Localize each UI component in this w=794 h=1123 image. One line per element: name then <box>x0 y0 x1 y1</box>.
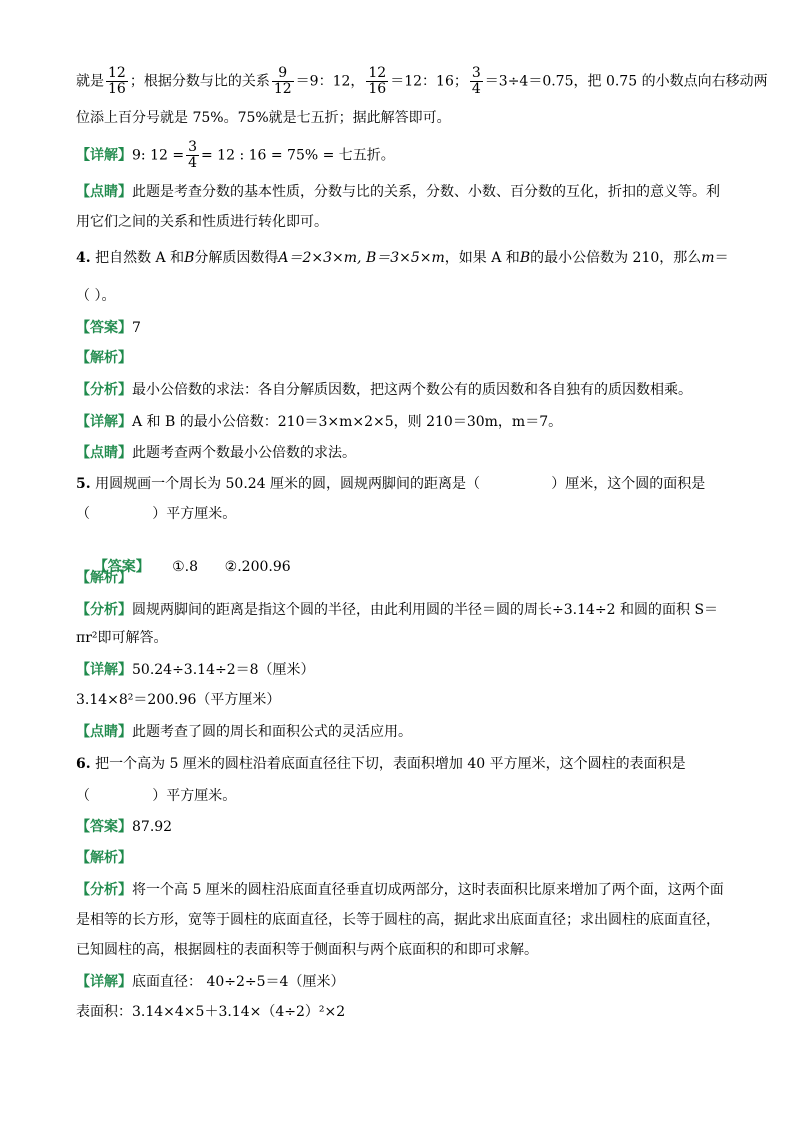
text: 将一个高 5 厘米的圆柱沿底面直径垂直切成两部分，这时表面积比原来增加了两个面，这两个面 <box>132 882 724 898</box>
analysis-line <box>76 568 734 588</box>
text-line: 位添上百分号就是 75%。75%就是七五折；据此解答即可。 <box>76 110 451 126</box>
formula: A＝2×3×m, B＝3×5×m <box>278 250 445 266</box>
fenxi-line <box>76 600 734 620</box>
analysis-tag: 【解析】 <box>76 850 132 866</box>
question-blank-line: （ ）平方厘米。 <box>76 788 237 804</box>
question-blank-line: （ ）。 <box>76 288 116 304</box>
numerator: 9 <box>272 66 294 82</box>
text: A 和 B 的最小公倍数：210＝3×m×2×5，则 210＝30m，m＝7。 <box>132 414 563 430</box>
answer-tag: 【答案】 <box>76 320 132 336</box>
detail-line <box>76 140 734 171</box>
text: 把一个高为 5 厘米的圆柱沿着底面直径往下切，表面积增加 40 平方厘米，这个圆柱的表面积是 <box>95 756 686 772</box>
detail-tag: 【详解】 <box>76 662 132 678</box>
denominator: 4 <box>188 155 197 171</box>
analysis-tag: 【解析】 <box>76 570 132 586</box>
fenxi-line <box>76 880 734 900</box>
point-line <box>76 443 734 463</box>
text: ＝12：16； <box>390 73 468 90</box>
denominator: 16 <box>108 81 126 97</box>
text: 50.24÷3.14÷2＝8（厘米） <box>132 662 315 678</box>
answer-value: 87.92 <box>132 819 173 835</box>
text: 最小公倍数的求法：各自分解质因数，把这两个数公有的质因数和各自独有的质因数相乘。 <box>132 382 692 398</box>
point-tag: 【点睛】 <box>76 445 132 461</box>
text-line: 用它们之间的关系和性质进行转化即可。 <box>76 214 328 230</box>
answer-line <box>76 817 734 837</box>
numerator: 12 <box>368 65 387 81</box>
text: ；根据分数与比的关系 <box>129 73 270 90</box>
numerator: 3 <box>471 65 481 81</box>
analysis-tag: 【解析】 <box>76 350 132 366</box>
text-line: πr²即可解答。 <box>76 630 168 646</box>
text-line: 已知圆柱的高，根据圆柱的表面积等于侧面积与两个底面积的和即可求解。 <box>76 942 538 958</box>
answer-value: 7 <box>132 320 141 336</box>
fraction <box>272 66 294 97</box>
point-line <box>76 722 734 742</box>
detail-line <box>76 660 734 680</box>
text-line: 3.14×8²＝200.96（平方厘米） <box>76 692 281 708</box>
text: ＝3÷4＝0.75，把 0.75 的小数点向右移动两 <box>484 73 768 90</box>
answer-line <box>76 318 734 338</box>
detail-tag: 【详解】 <box>76 414 132 430</box>
fraction <box>470 66 483 97</box>
text: 9: 12 = <box>132 147 185 164</box>
text: ＝9：12， <box>295 73 365 90</box>
denominator: 12 <box>273 81 292 97</box>
point-tag: 【点睛】 <box>76 184 132 200</box>
variable: B <box>519 250 531 266</box>
answer-tag: 【答案】 <box>93 559 150 575</box>
detail-line <box>76 972 734 992</box>
text-line: 是相等的长方形，宽等于圆柱的底面直径，长等于圆柱的高，据此求出底面直径；求出圆柱的底面直径， <box>76 912 720 928</box>
analysis-line <box>76 348 734 368</box>
text: 的最小公倍数为 210，那么 <box>530 250 702 266</box>
question-5 <box>76 474 734 494</box>
text: 此题考查两个数最小公倍数的求法。 <box>132 445 356 461</box>
detail-tag: 【详解】 <box>76 974 132 990</box>
answer-value: ①.8 ②.200.96 <box>149 559 291 575</box>
fenxi-tag: 【分析】 <box>76 882 132 898</box>
answer-tag: 【答案】 <box>76 819 132 835</box>
fraction <box>366 66 388 97</box>
point-tag: 【点睛】 <box>76 724 132 740</box>
variable: m <box>701 250 715 266</box>
text-line <box>76 65 768 97</box>
detail-tag: 【详解】 <box>76 147 132 164</box>
numerator: 12 <box>108 65 126 81</box>
text: 此题考查了圆的周长和面积公式的灵活应用。 <box>132 724 412 740</box>
analysis-line <box>76 848 734 868</box>
fenxi-tag: 【分析】 <box>76 602 132 618</box>
text: ，如果 A 和 <box>444 250 520 266</box>
text: 此题是考查分数的基本性质，分数与比的关系，分数、小数、百分数的互化，折扣的意义等。利 <box>132 184 720 200</box>
point-line <box>76 182 734 202</box>
answer-line <box>76 537 734 597</box>
text: 底面直径： 40÷2÷5＝4（厘米） <box>132 974 345 990</box>
numerator: 3 <box>188 139 197 155</box>
variable: B <box>184 250 195 266</box>
question-number: 6. <box>76 756 91 772</box>
text: 分解质因数得 <box>194 250 279 266</box>
denominator: 16 <box>368 81 387 97</box>
fraction <box>106 66 128 97</box>
question-number: 5. <box>76 476 91 492</box>
text-line: 表面积：3.14×4×5＋3.14×（4÷2）²×2 <box>76 1004 346 1020</box>
question-4 <box>76 248 734 268</box>
fenxi-tag: 【分析】 <box>76 382 132 398</box>
question-6 <box>76 754 734 774</box>
text: ＝ <box>714 250 729 266</box>
denominator: 4 <box>471 81 481 97</box>
fraction <box>186 140 199 171</box>
text: 把自然数 A 和 <box>95 250 185 266</box>
text: = 12 : 16 = 75% = 七五折。 <box>201 147 395 164</box>
question-blank-line: （ ）平方厘米。 <box>76 506 237 522</box>
text: 圆规两脚间的距离是指这个圆的半径，由此利用圆的半径＝圆的周长÷3.14÷2 和圆的面积 S＝ <box>132 602 719 618</box>
text: 就是 <box>76 73 104 90</box>
question-number: 4. <box>76 250 91 266</box>
detail-line <box>76 412 734 432</box>
fenxi-line <box>76 380 734 400</box>
text: 用圆规画一个周长为 50.24 厘米的圆，圆规两脚间的距离是（ ）厘米，这个圆的面积是 <box>95 476 706 492</box>
